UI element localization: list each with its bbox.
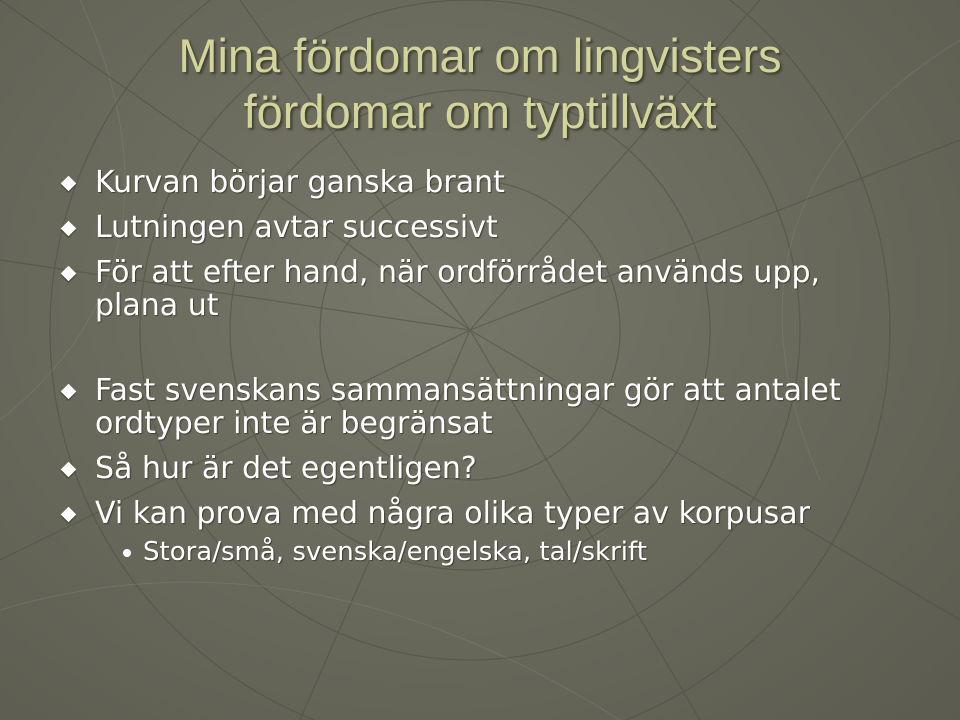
- bullet-text: Fast svenskans sammansättningar gör att antalet ordtyper inte är begränsat: [95, 373, 841, 441]
- bullet-item: [60, 211, 910, 244]
- diamond-bullet-icon: [61, 221, 77, 237]
- bullet-text: Kurvan börjar ganska brant: [95, 165, 505, 200]
- bullet-item: [60, 374, 910, 440]
- bullet-text: Så hur är det egentligen?: [95, 451, 477, 486]
- title-line-1: Mina fördomar om lingvisters: [178, 29, 782, 82]
- diamond-bullet-icon: [61, 266, 77, 282]
- diamond-bullet-icon: [61, 462, 77, 478]
- slide-title: [60, 28, 900, 140]
- bullet-item: [60, 452, 910, 485]
- bullet-item: [60, 166, 910, 199]
- bullet-item: [60, 256, 910, 322]
- bullet-item: [60, 497, 910, 530]
- bullet-text: Vi kan prova med några olika typer av korpusar: [95, 496, 810, 531]
- diamond-bullet-icon: [61, 176, 77, 192]
- bullet-list: [60, 166, 910, 568]
- diamond-bullet-icon: [61, 507, 77, 523]
- bullet-text: Lutningen avtar successivt: [95, 210, 498, 245]
- sub-bullet-text: Stora/små, svenska/engelska, tal/skrift: [143, 537, 647, 567]
- sub-bullet-item: [60, 536, 910, 568]
- diamond-bullet-icon: [61, 384, 77, 400]
- bullet-text: För att efter hand, när ordförrådet används upp, plana ut: [95, 255, 821, 323]
- title-line-2: fördomar om typtillväxt: [243, 85, 717, 138]
- dot-bullet-icon: [123, 549, 131, 557]
